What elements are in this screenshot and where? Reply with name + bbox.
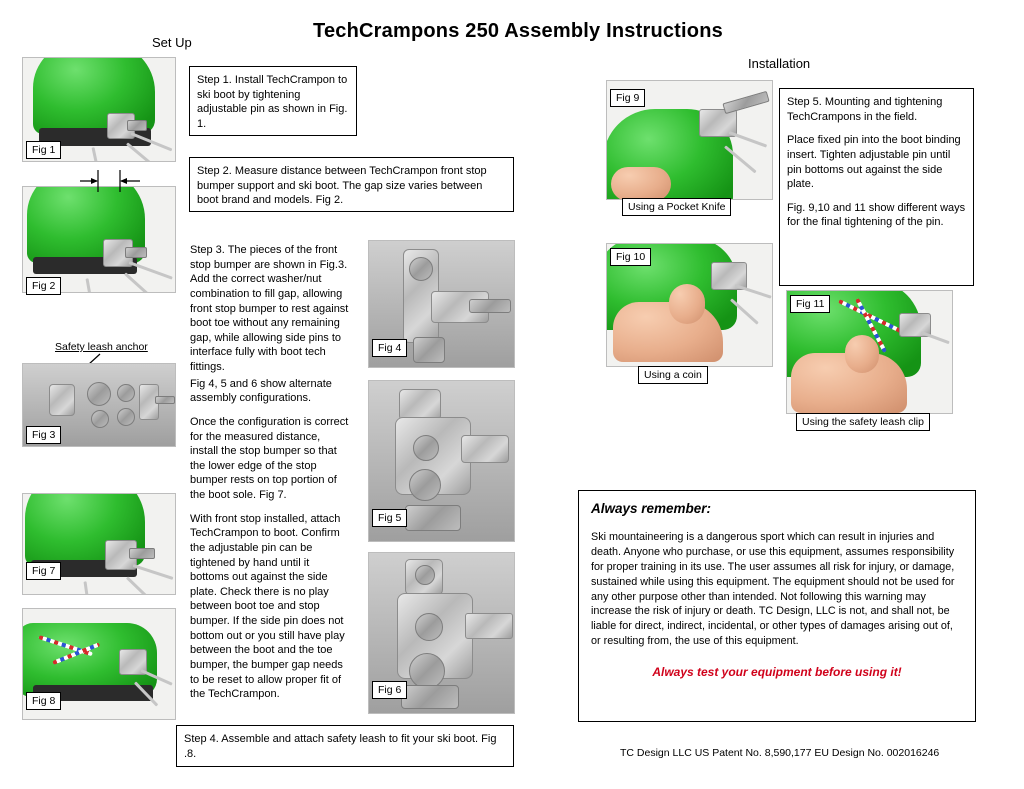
figure-caption-7: Fig 7 bbox=[26, 562, 61, 580]
figure-caption-10-method: Using a coin bbox=[638, 366, 708, 384]
figure-caption-11-method: Using the safety leash clip bbox=[796, 413, 930, 431]
figure-caption-9-method: Using a Pocket Knife bbox=[622, 198, 731, 216]
warning-body: Ski mountaineering is a dangerous sport which can result in injuries and death. Anyone who purchase, or use this equipment, assumes responsibility for proper training in its use. The user assumes all risk for injury, or damage, sustained while using this equipment. The equipment should not be used for any other purpose other than intended. Not following this warning may increase the risk of injury or death. TC Design, LLC is not, and shall not, be liable for direct, indirect, incidental, or other types of damages arising out of, or resulting from, the use of this equipment. bbox=[591, 531, 955, 648]
warning-title: Always remember: bbox=[591, 501, 712, 516]
section-heading-setup: Set Up bbox=[152, 35, 192, 50]
step-3-paragraph-2: Fig 4, 5 and 6 show alternate assembly configurations. bbox=[190, 377, 332, 405]
step-1-textbox bbox=[189, 66, 357, 136]
step-3-paragraph-4: With front stop installed, attach TechCrampon to boot. Confirm the adjustable pin can be tightened by hand until it bottoms out against the side plate. Check there is no play between boot toe and stop bumper. If the side pin does not bottom out or you still have play between the boot and the toe bumper, the bumper gap needs to be reset to allow proper fit of the TechCrampon. bbox=[190, 512, 345, 701]
footer-legal-text: TC Design LLC US Patent No. 8,590,177 EU Design No. 002016246 bbox=[620, 747, 940, 759]
step-3-text-block bbox=[190, 243, 350, 702]
safety-leash-anchor-label: Safety leash anchor bbox=[55, 341, 148, 353]
step-4-text: Step 4. Assemble and attach safety leash to fit your ski boot. Fig .8. bbox=[184, 733, 497, 760]
step-2-text: Step 2. Measure distance between TechCrampon front stop bumper support and ski boot. The gap size varies between boot brand and models. Fig 2. bbox=[197, 165, 487, 207]
step-5-paragraph-2: Place fixed pin into the boot binding insert. Tighten adjustable pin until pin bottoms out against the side plate. bbox=[787, 134, 961, 191]
step-2-textbox bbox=[189, 157, 514, 212]
step-5-paragraph-1: Step 5. Mounting and tightening TechCrampons in the field. bbox=[787, 96, 943, 123]
figure-caption-5: Fig 5 bbox=[372, 509, 407, 527]
step-5-paragraph-3: Fig. 9,10 and 11 show different ways for the final tightening of the pin. bbox=[787, 201, 966, 229]
figure-caption-8: Fig 8 bbox=[26, 692, 61, 710]
step-3-paragraph-3: Once the configuration is correct for the measured distance, install the stop bumper so that the lower edge of the stop bumper rests on top portion of the boot sole. Fig 7. bbox=[190, 415, 349, 501]
figure-caption-6: Fig 6 bbox=[372, 681, 407, 699]
step-3-paragraph-1: Step 3. The pieces of the front stop bumper are shown in Fig.3. Add the correct washer/nut combination to fill gap, allowing front stop bumper to rest against boot toe without any remaining gap, while allowing side pins to interface fully with boot tech fittings. bbox=[190, 244, 349, 373]
warning-tagline: Always test your equipment before using it! bbox=[652, 665, 902, 680]
figure-caption-9: Fig 9 bbox=[610, 89, 645, 107]
step-1-text: Step 1. Install TechCrampon to ski boot by tightening adjustable pin as shown in Fig. 1. bbox=[197, 74, 348, 130]
step-4-textbox bbox=[176, 725, 514, 767]
figure-caption-4: Fig 4 bbox=[372, 339, 407, 357]
step-5-textbox bbox=[779, 88, 974, 286]
warning-box bbox=[578, 490, 976, 722]
figure-caption-10: Fig 10 bbox=[610, 248, 651, 266]
section-heading-installation: Installation bbox=[748, 56, 811, 71]
gap-measure-arrows bbox=[78, 170, 142, 194]
figure-caption-1: Fig 1 bbox=[26, 141, 61, 159]
figure-caption-11: Fig 11 bbox=[790, 295, 830, 313]
page-title: TechCrampons 250 Assembly Instructions bbox=[313, 20, 723, 42]
figure-caption-3: Fig 3 bbox=[26, 426, 61, 444]
figure-caption-2: Fig 2 bbox=[26, 277, 61, 295]
